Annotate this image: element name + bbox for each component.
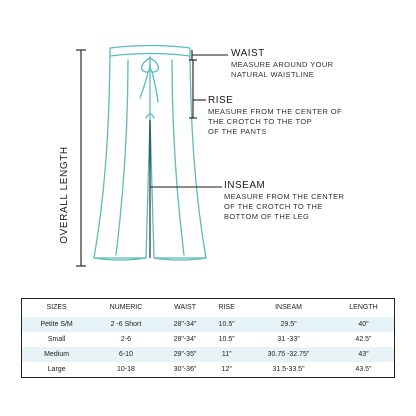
cell-length: 42.5" [355, 335, 372, 343]
rise-description-line: MEASURE FROM THE CENTER OF [208, 107, 343, 116]
table-header-row [22, 299, 395, 317]
waist-title: WAIST [231, 48, 265, 59]
cell-size: Petite S/M [40, 320, 73, 328]
inseam-title: INSEAM [224, 180, 266, 191]
size-chart-table [21, 298, 395, 378]
cell-inseam: 31.5-33.5" [272, 365, 305, 373]
cell-length: 40" [358, 320, 369, 328]
waistband [110, 46, 190, 57]
inseam-description-line: BOTTOM OF THE LEG [224, 212, 310, 221]
inseam-description [224, 192, 344, 222]
cell-length: 43.5" [355, 365, 372, 373]
waist-description [231, 60, 333, 80]
rise-description-line: THE CROTCH TO THE TOP [208, 117, 312, 126]
header-numeric: NUMERIC [109, 304, 143, 312]
rise-description-line: OF THE PANTS [208, 127, 267, 136]
measurement-lines [76, 50, 228, 266]
cell-inseam: 29.5" [280, 320, 297, 328]
cell-numeric: 10-18 [117, 365, 135, 373]
inseam-description-line: OF THE CROTCH TO THE [224, 202, 323, 211]
waist-description-line: MEASURE AROUND YOUR [231, 60, 334, 69]
cell-size: Small [47, 335, 66, 343]
header-inseam: INSEAM [275, 304, 302, 312]
header-length: LENGTH [349, 304, 378, 312]
drawstring-tie-right [152, 72, 158, 102]
cell-inseam: 30.75 -32.75" [267, 350, 310, 358]
cell-rise: 12" [221, 365, 232, 373]
cell-inseam: 31 -33" [277, 335, 300, 343]
cell-waist: 28"-34" [173, 320, 197, 328]
cell-waist: 28"-34" [173, 335, 197, 343]
cell-rise: 11" [221, 350, 232, 358]
cell-numeric: 6-10 [118, 350, 133, 358]
rise-title: RISE [208, 95, 234, 106]
cell-numeric: 2 -6 Short [110, 320, 142, 328]
cell-size: Medium [44, 350, 70, 358]
header-sizes: SIZES [46, 304, 67, 312]
drawstring-tie-left [140, 72, 148, 98]
cell-waist: 29"-35" [173, 350, 197, 358]
waist-description-line: NATURAL WAISTLINE [231, 70, 315, 79]
table-row [22, 362, 395, 378]
overall-length-label: OVERALL LENGTH [59, 146, 70, 244]
cell-rise: 10.5" [218, 335, 235, 343]
cell-numeric: 2-6 [120, 335, 132, 343]
cell-waist: 30"-36" [173, 365, 197, 373]
pleat-left [116, 60, 128, 255]
rise-description [208, 107, 342, 137]
cell-length: 43" [358, 350, 369, 358]
header-waist: WAIST [174, 304, 196, 312]
table-row [22, 347, 395, 362]
cell-rise: 10.5" [218, 320, 235, 328]
inseam-description-line: MEASURE FROM THE CENTER [224, 192, 345, 201]
pleat-right [172, 60, 184, 255]
table-row [22, 317, 395, 332]
cell-size: Large [47, 365, 66, 373]
table-row [22, 332, 395, 347]
header-rise: RISE [218, 304, 235, 312]
